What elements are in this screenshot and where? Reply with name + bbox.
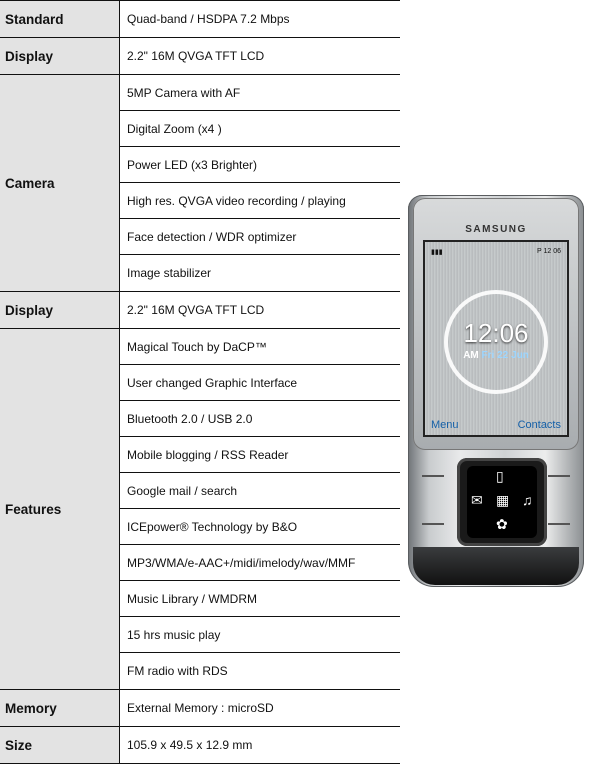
menu-grid-icon: ▦ (496, 492, 510, 508)
spec-value: Power LED (x3 Brighter) (120, 147, 400, 183)
spec-value: High res. QVGA video recording / playing (120, 183, 400, 219)
spec-value: External Memory : microSD (127, 701, 274, 715)
phone-bottom (413, 547, 579, 585)
soft-key-contacts: Contacts (517, 419, 561, 431)
spec-label: Camera (0, 75, 120, 291)
speaker-slot (548, 523, 570, 525)
speaker-slot (422, 523, 444, 525)
spec-label: Display (0, 38, 120, 74)
spec-value: FM radio with RDS (127, 664, 228, 678)
spec-label: Size (0, 727, 120, 763)
music-icon: ♫ (522, 492, 533, 508)
spec-value: Quad-band / HSDPA 7.2 Mbps (127, 12, 290, 26)
spec-group (0, 329, 400, 690)
spec-value: 5MP Camera with AF (120, 75, 400, 111)
spec-values (120, 1, 400, 37)
phone-brand: SAMSUNG (465, 224, 527, 235)
spec-label: Standard (0, 1, 120, 37)
clock-ampm: AM (463, 350, 479, 361)
spec-group (0, 690, 400, 727)
spec-group (0, 0, 400, 38)
contacts-icon: ▯ (496, 468, 504, 484)
spec-value: Image stabilizer (127, 266, 212, 280)
speaker-slot (422, 475, 444, 477)
spec-value: 2.2" 16M QVGA TFT LCD (127, 49, 265, 63)
clock-time: 12:06 (463, 318, 529, 348)
spec-value: Bluetooth 2.0 / USB 2.0 (120, 401, 400, 437)
spec-value: 2.2" 16M QVGA TFT LCD (127, 303, 265, 317)
spec-value: Mobile blogging / RSS Reader (120, 437, 400, 473)
spec-value: Face detection / WDR optimizer (120, 219, 400, 255)
spec-label: Features (0, 329, 120, 689)
spec-label: Memory (0, 690, 120, 726)
spec-value: Google mail / search (120, 473, 400, 509)
soft-key-menu: Menu (431, 419, 459, 431)
signal-icon: ▮▮▮ (431, 249, 443, 256)
spec-values (120, 690, 400, 726)
spec-group (0, 38, 400, 75)
spec-group (0, 292, 400, 329)
settings-icon: ✿ (496, 516, 508, 532)
spec-values (120, 727, 400, 763)
spec-value: User changed Graphic Interface (120, 365, 400, 401)
phone-slider-top (413, 198, 579, 450)
status-right: P 12 06 (536, 248, 561, 255)
spec-value: Music Library / WMDRM (120, 581, 400, 617)
status-bar (431, 248, 561, 256)
phone-screen (423, 240, 569, 437)
spec-value: ICEpower® Technology by B&O (120, 509, 400, 545)
phone-image (408, 195, 584, 587)
spec-value: 105.9 x 49.5 x 12.9 mm (127, 738, 253, 752)
spec-values (120, 38, 400, 74)
spec-label: Display (0, 292, 120, 328)
spec-values (120, 292, 400, 328)
spec-group (0, 727, 400, 764)
speaker-slot (548, 475, 570, 477)
clock-date (425, 350, 567, 361)
spec-value: MP3/WMA/e-AAC+/midi/imelody/wav/MMF (120, 545, 400, 581)
spec-values (120, 75, 400, 291)
spec-value: Magical Touch by DaCP™ (120, 329, 400, 365)
spec-value: 15 hrs music play (120, 617, 400, 653)
message-icon: ✉ (471, 492, 483, 508)
clock-day: Fri 22 Jun (481, 350, 529, 361)
spec-value: Digital Zoom (x4 ) (120, 111, 400, 147)
spec-values (120, 329, 400, 689)
touch-pad (457, 458, 547, 546)
spec-group (0, 75, 400, 292)
touch-pad-screen (467, 466, 537, 538)
